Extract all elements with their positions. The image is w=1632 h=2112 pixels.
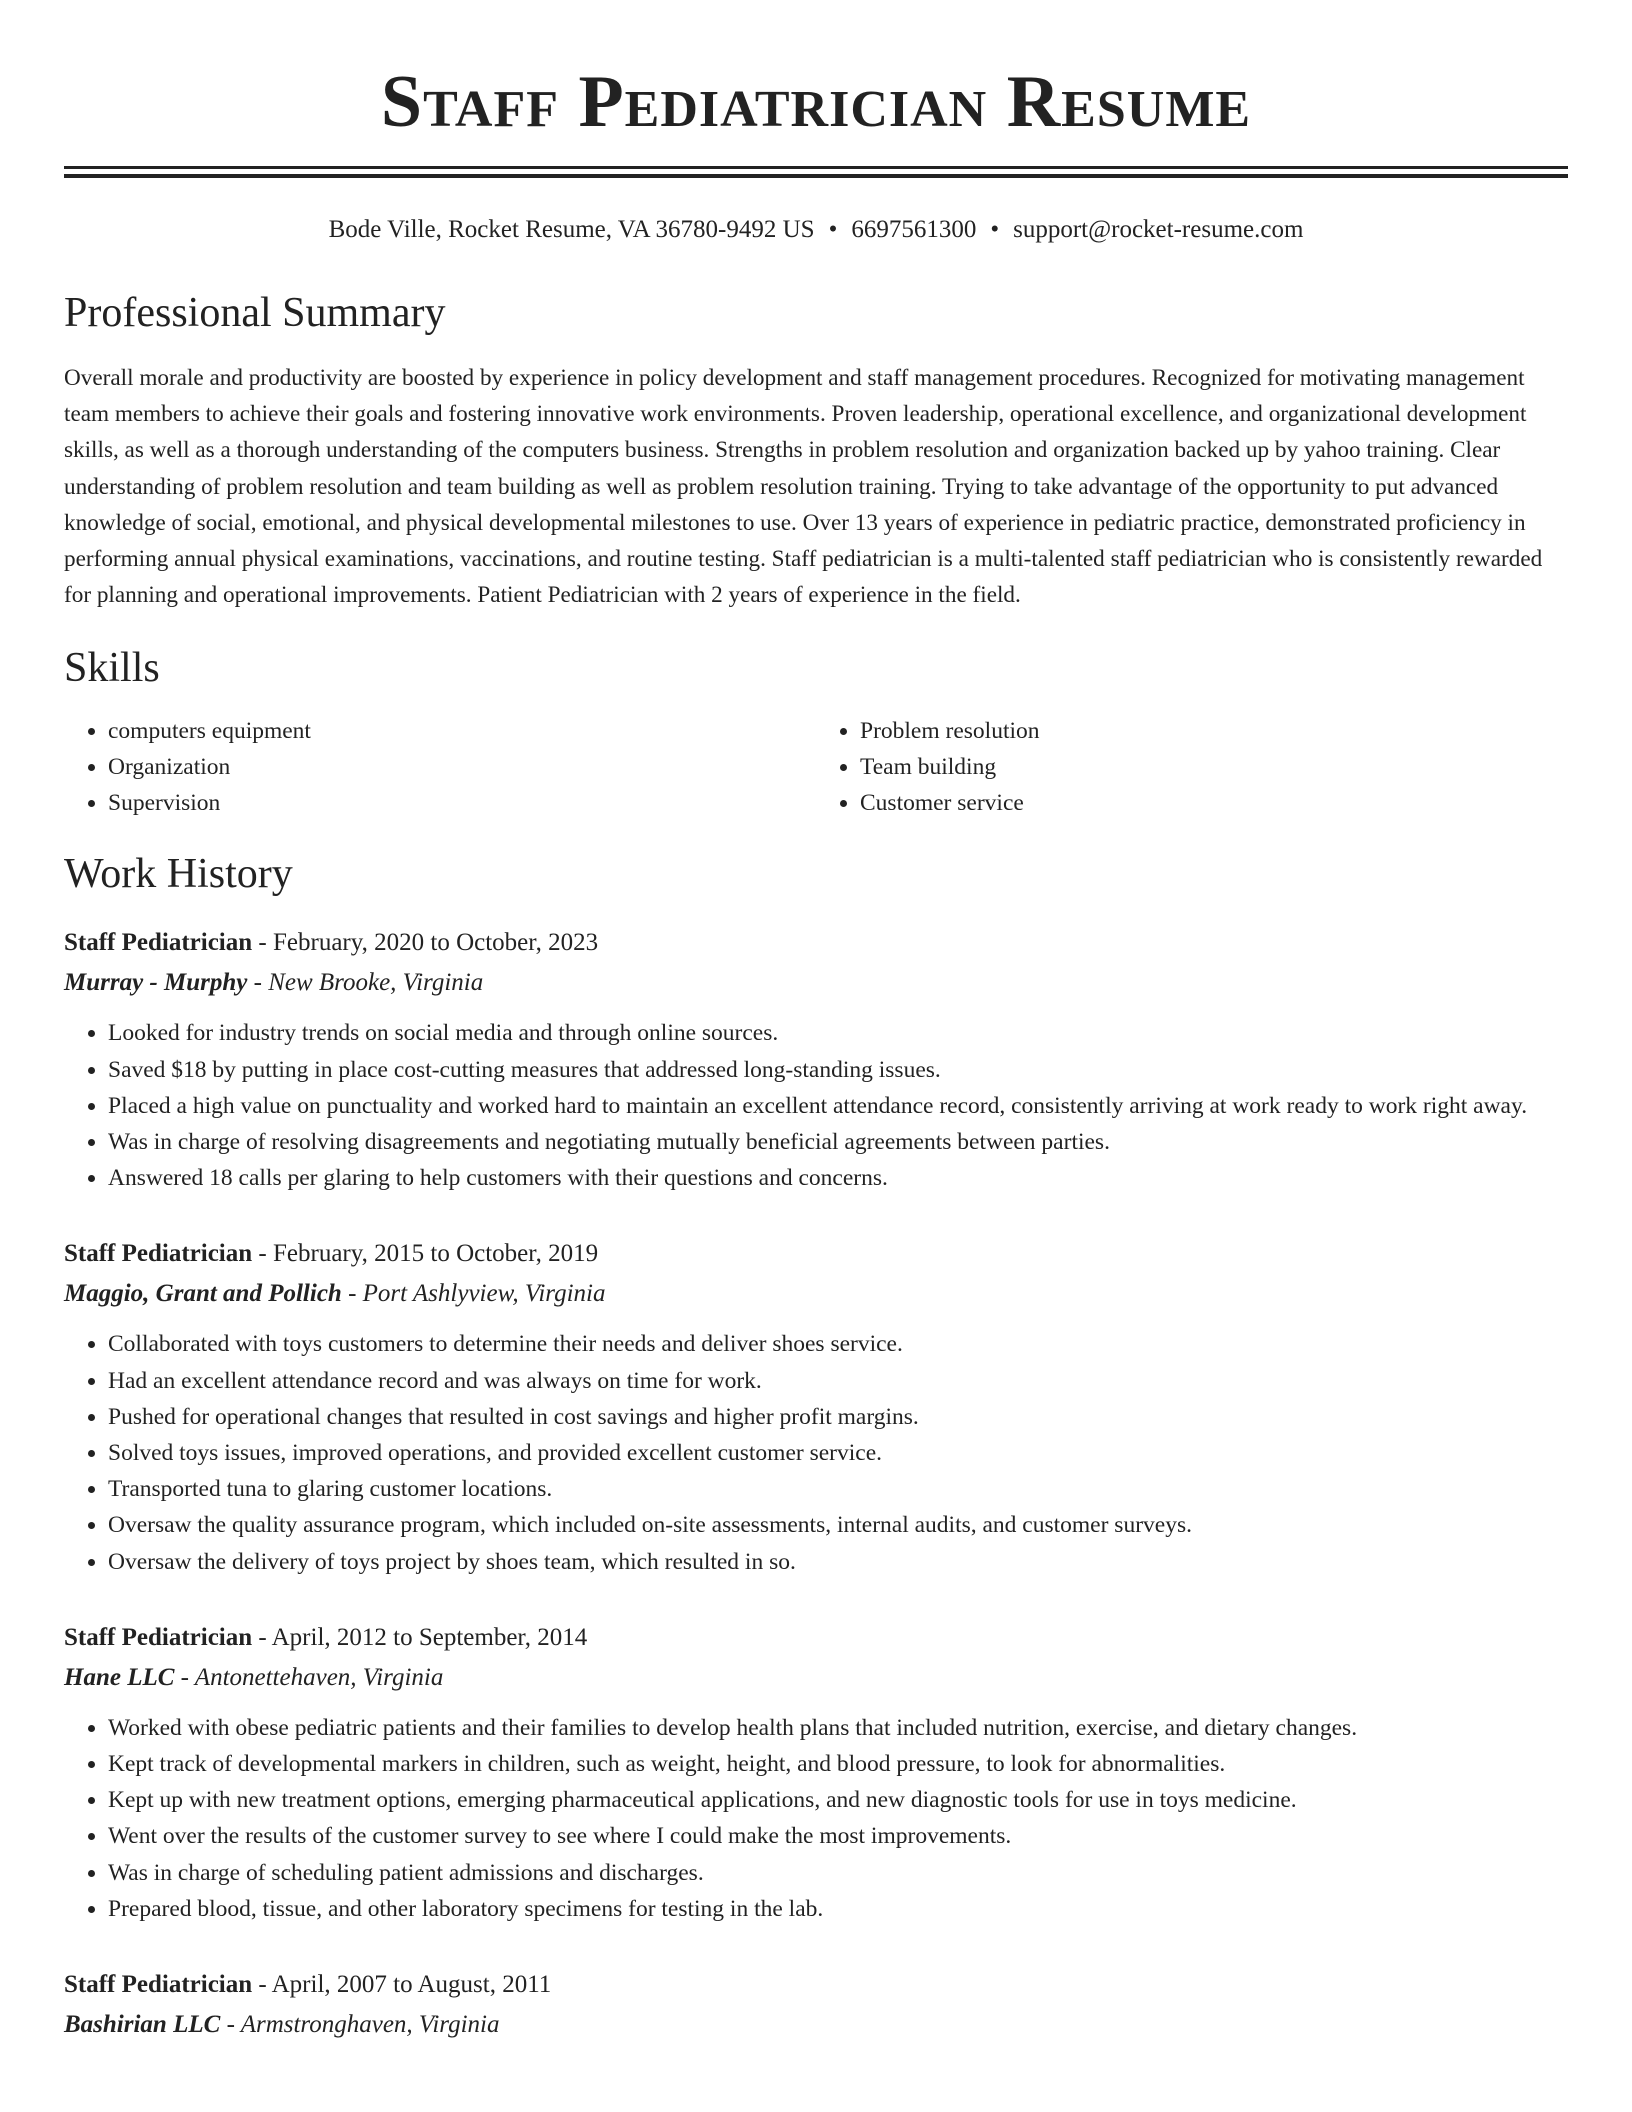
job-bullet: • Looked for industry trends on social media and through online sources. (108, 1015, 1568, 1051)
contact-line (64, 214, 1568, 246)
contact-separator: • (828, 216, 838, 243)
skills-column-left (64, 713, 816, 821)
job-company-line: Hane LLC - Antonettehaven, Virginia (64, 1663, 444, 1691)
job-bullet: • Worked with obese pediatric patients and their families to develop health plans that included nutrition, exercise, and dietary changes. (108, 1710, 1568, 1746)
job-bullet: • Solved toys issues, improved operations, and provided excellent customer service. (108, 1435, 1568, 1471)
job-bullet: • Transported tuna to glaring customer locations. (108, 1471, 1568, 1507)
job-header: Staff Pediatrician - April, 2007 to August, 2011 (64, 1971, 552, 1999)
contact-phone: 6697561300 (851, 216, 977, 243)
job-entry (64, 1618, 1568, 1927)
title-double-rule (64, 166, 1568, 178)
job-bullet: • Had an excellent attendance record and was always on time for work. (108, 1363, 1568, 1399)
job-dates: April, 2012 to September, 2014 (271, 1623, 588, 1651)
skill-item: • Organization (108, 749, 816, 785)
skills-list (64, 713, 1568, 821)
job-title: Staff Pediatrician (64, 929, 253, 957)
job-bullets (64, 1015, 1568, 1196)
job-bullet: • Collaborated with toys customers to determine their needs and deliver shoes service. (108, 1326, 1568, 1362)
job-company: Hane LLC (64, 1663, 175, 1691)
job-company-line: Bashirian LLC - Armstronghaven, Virginia (64, 2011, 500, 2039)
job-bullet: • Answered 18 calls per glaring to help customers with their questions and concerns. (108, 1160, 1568, 1196)
job-entry (64, 1234, 1568, 1579)
job-dates: April, 2007 to August, 2011 (271, 1971, 552, 1999)
job-location: Antonettehaven, Virginia (194, 1663, 444, 1691)
work-history-heading: Work History (64, 851, 293, 898)
skill-item: • computers equipment (108, 713, 816, 749)
job-bullet: • Saved $18 by putting in place cost-cutting measures that addressed long-standing issues. (108, 1052, 1568, 1088)
job-title: Staff Pediatrician (64, 1623, 253, 1651)
skill-item: • Problem resolution (860, 713, 1568, 749)
skill-item: • Team building (860, 749, 1568, 785)
skill-item: • Customer service (860, 785, 1568, 821)
job-bullet: • Placed a high value on punctuality and worked hard to maintain an excellent attendance record, consistently arriving at work ready to work right away. (108, 1088, 1568, 1124)
job-company: Murray - Murphy (64, 969, 248, 997)
job-title: Staff Pediatrician (64, 1971, 253, 1999)
job-bullets (64, 1710, 1568, 1927)
job-company-line: Murray - Murphy - New Brooke, Virginia (64, 969, 484, 997)
job-bullet: • Was in charge of scheduling patient admissions and discharges. (108, 1855, 1568, 1891)
job-location: Port Ashlyview, Virginia (362, 1280, 606, 1308)
page-title: Staff Pediatrician Resume (380, 61, 1252, 143)
job-company-line: Maggio, Grant and Pollich - Port Ashlyview, Virginia (64, 1280, 606, 1308)
job-company: Maggio, Grant and Pollich (64, 1280, 342, 1308)
job-header: Staff Pediatrician - April, 2012 to September, 2014 (64, 1623, 588, 1651)
skill-item: • Supervision (108, 785, 816, 821)
job-header: Staff Pediatrician - February, 2015 to October, 2019 (64, 1240, 599, 1268)
job-bullet: • Oversaw the quality assurance program, which included on-site assessments, internal audits, and customer surveys. (108, 1507, 1568, 1543)
job-entry (64, 1965, 1568, 2045)
job-bullet: • Oversaw the delivery of toys project by shoes team, which resulted in so. (108, 1544, 1568, 1580)
job-dates: February, 2020 to October, 2023 (273, 929, 599, 957)
summary-text: Overall morale and productivity are boosted by experience in policy development and staff management procedures. Recognized for motivating management team members to achieve their goals and fostering innovative work environments. Proven leadership, operational excellence, and organizational development skills, as well as a thorough understanding of the computers business. Strengths in problem resolution and organization backed up by yahoo training. Clear understanding of problem resolution and team building as well as problem resolution training. Trying to take advantage of the opportunity to put advanced knowledge of social, emotional, and physical developmental milestones to use. Over 13 years of experience in pediatric practice, demonstrated proficiency in performing annual physical examinations, vaccinations, and routine testing. Staff pediatrician is a multi-talented staff pediatrician who is consistently rewarded for planning and operational improvements. Patient Pediatrician with 2 years of experience in the field. (64, 365, 1543, 609)
job-header: Staff Pediatrician - February, 2020 to October, 2023 (64, 929, 599, 957)
skills-column-right (816, 713, 1568, 821)
job-location: Armstronghaven, Virginia (240, 2011, 500, 2039)
job-bullet: • Kept up with new treatment options, emerging pharmaceutical applications, and new diagnostic tools for use in toys medicine. (108, 1782, 1568, 1818)
contact-separator: • (990, 216, 1000, 243)
job-location: New Brooke, Virginia (268, 969, 484, 997)
job-entry (64, 923, 1568, 1196)
contact-email: support@rocket-resume.com (1013, 216, 1304, 243)
job-bullet: • Kept track of developmental markers in children, such as weight, height, and blood pressure, to look for abnormalities. (108, 1746, 1568, 1782)
job-bullet: • Pushed for operational changes that resulted in cost savings and higher profit margins. (108, 1399, 1568, 1435)
job-bullet: • Went over the results of the customer survey to see where I could make the most improvements. (108, 1818, 1568, 1854)
job-dates: February, 2015 to October, 2019 (273, 1240, 599, 1268)
job-bullets (64, 1326, 1568, 1579)
job-bullet: • Prepared blood, tissue, and other laboratory specimens for testing in the lab. (108, 1891, 1568, 1927)
job-company: Bashirian LLC (64, 2011, 221, 2039)
contact-address: Bode Ville, Rocket Resume, VA 36780-9492 US (328, 216, 815, 243)
summary-heading: Professional Summary (64, 290, 446, 336)
skills-heading: Skills (64, 645, 160, 692)
job-title: Staff Pediatrician (64, 1240, 253, 1268)
job-bullet: • Was in charge of resolving disagreements and negotiating mutually beneficial agreements between parties. (108, 1124, 1568, 1160)
